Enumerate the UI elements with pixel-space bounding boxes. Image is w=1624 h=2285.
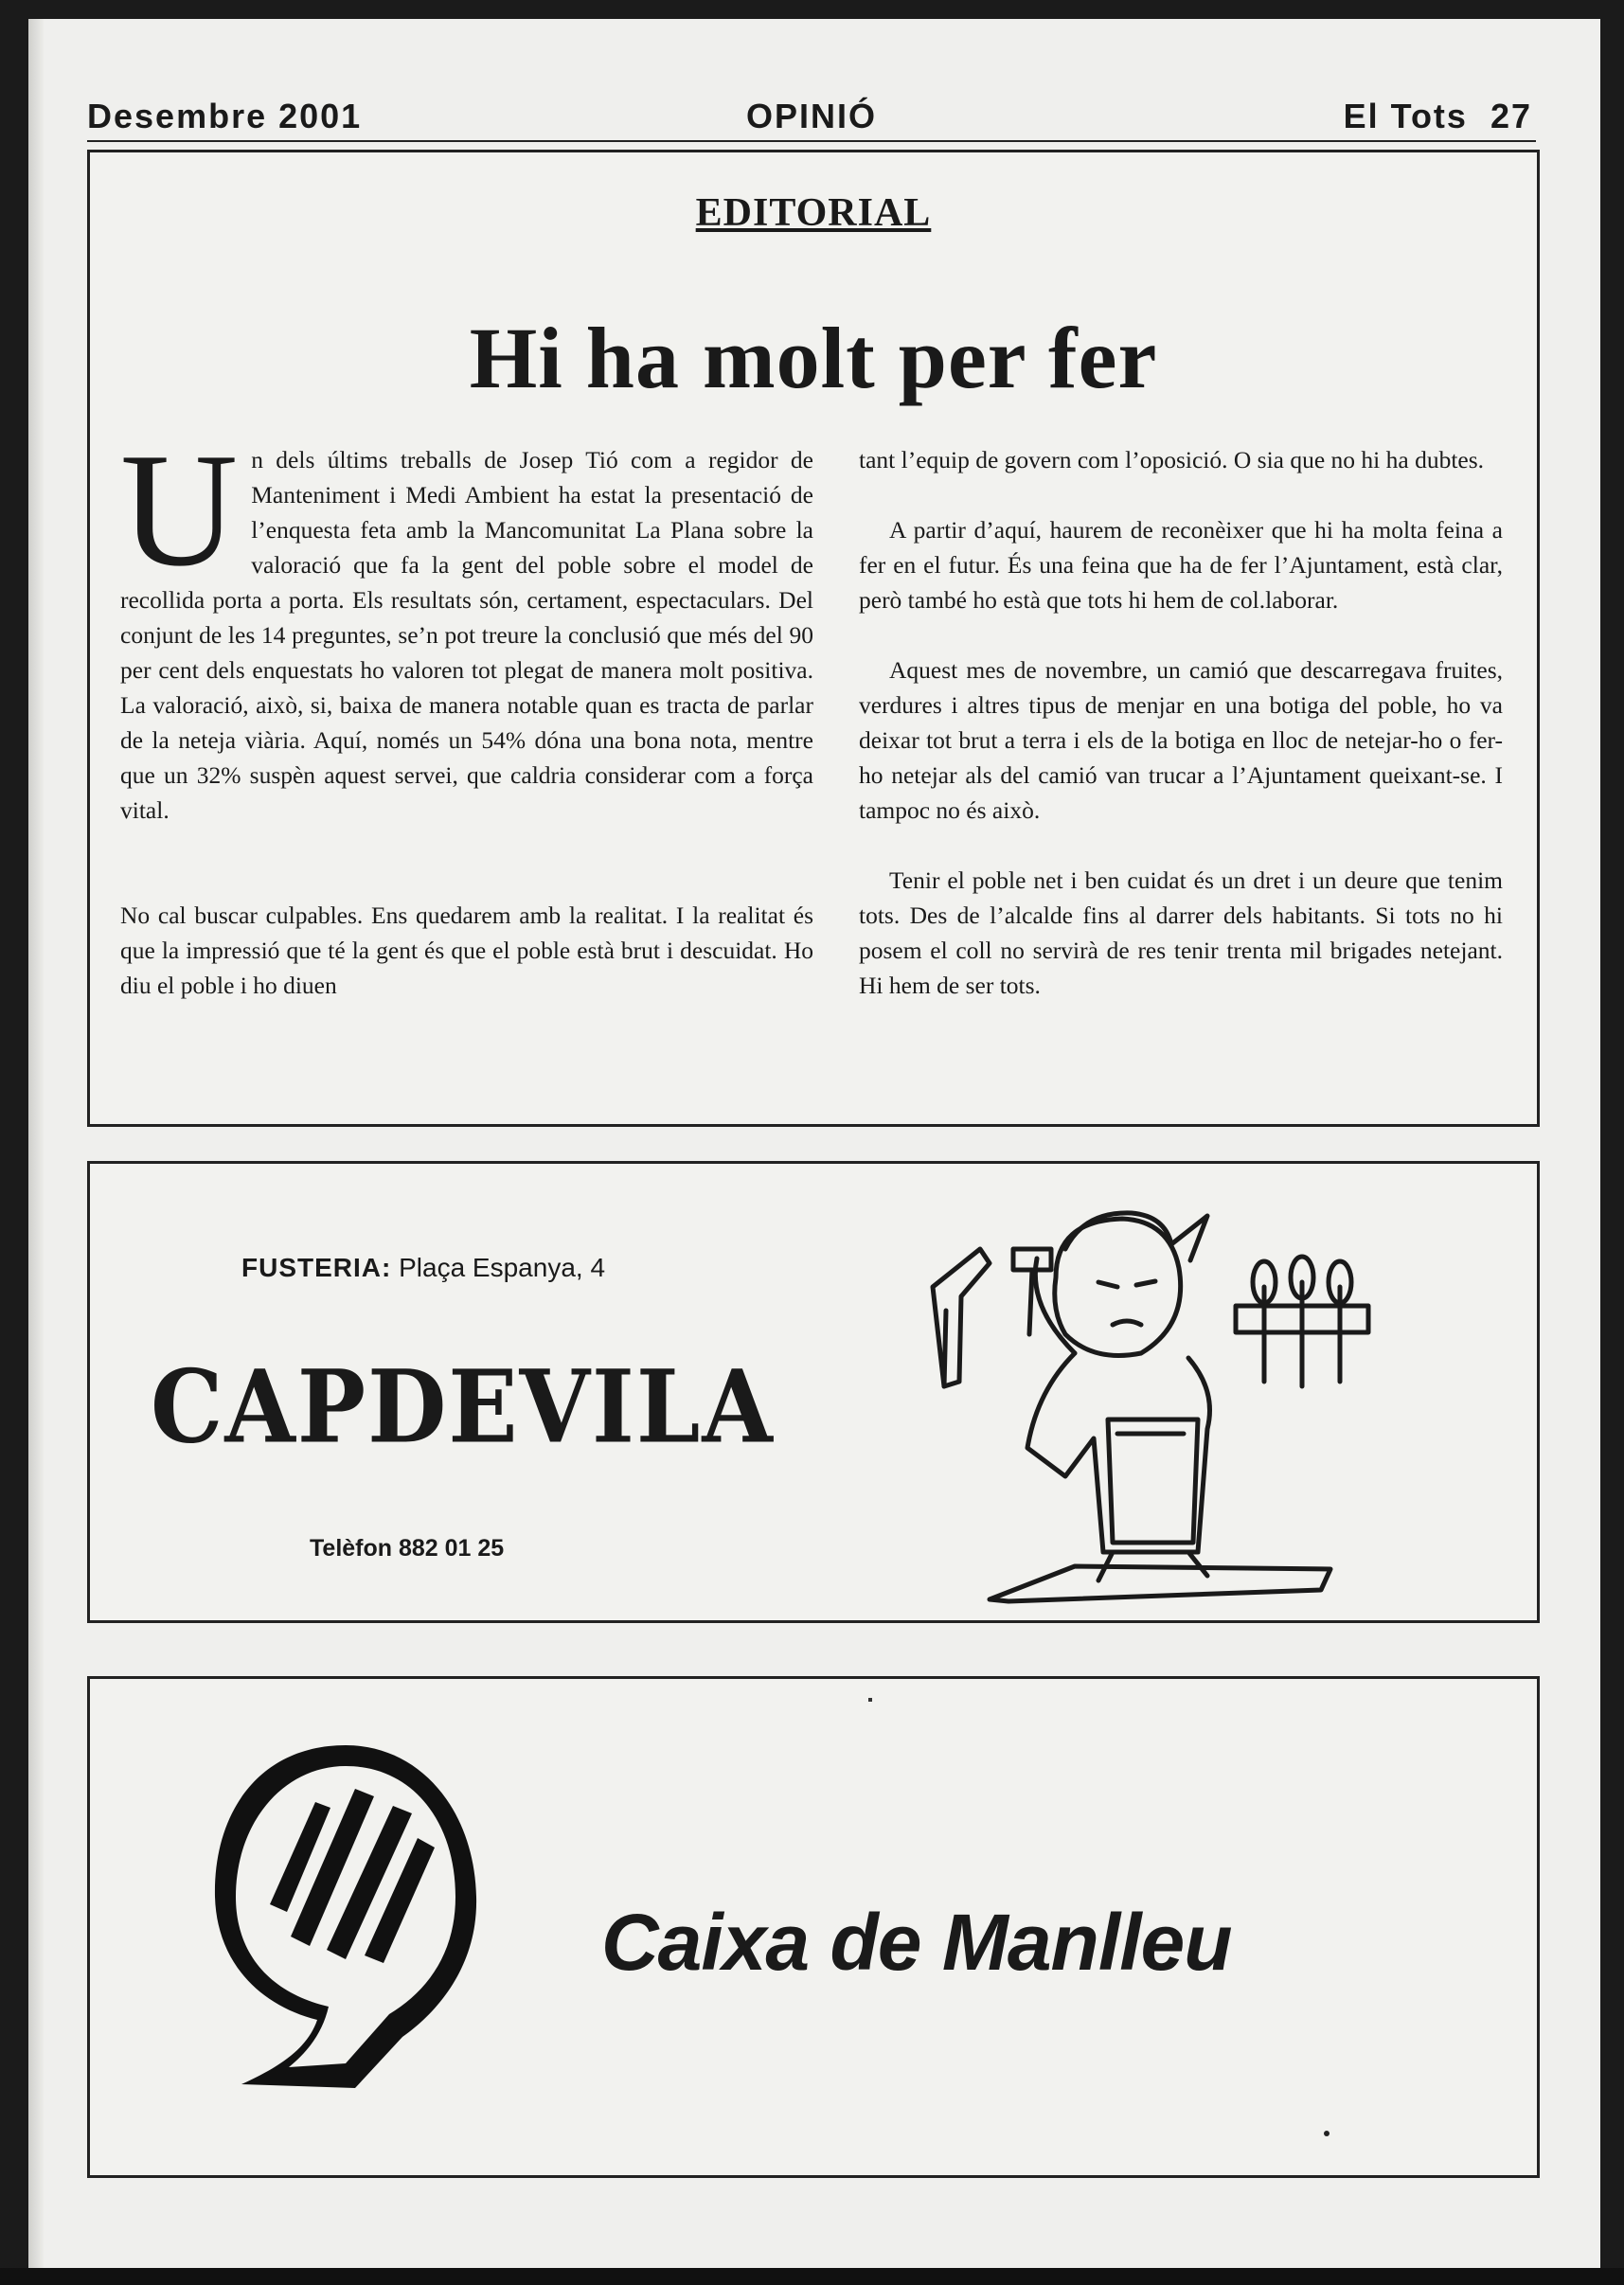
editorial-paragraph: No cal buscar culpables. Ens quedarem amb la realitat. I la realitat és que la impressió que té la gent és que el poble està brut i descuidat. Ho diu el poble i ho diuen [120,902,813,999]
end-mark [1324,2131,1330,2136]
editorial-kicker: EDITORIAL [695,191,932,235]
editorial-paragraph [120,420,813,828]
fusteria-address-line [241,1253,605,1283]
fusteria-name: CAPDEVILA [151,1348,775,1466]
editorial-column-right [859,442,1503,1038]
header-date: Desembre 2001 [87,97,363,135]
page-header [87,78,1536,142]
fusteria-ad [87,1161,1540,1623]
editorial-paragraph: tant l’equip de govern com l’oposició. O sia que no hi ha dubtes. [859,446,1485,473]
carpenter-icon [923,1192,1454,1609]
editorial-column-left [120,420,813,1038]
editorial-paragraph: A partir d’aquí, haurem de reconèixer que hi ha molta feina a fer en el futur. És una feina que ha de fer l’Ajuntament, està clar, però també ho està que tots hi hem de col.laborar. [859,516,1503,614]
editorial-text: n dels últims treballs de Josep Tió com a regidor de Manteniment i Medi Ambient ha estat la presentació de l’enquesta feta amb la Mancomunitat La Plana sobre la valoració que fa la gent del poble sobre el model de recollida porta a porta. Els resultats són, certament, espectaculars. Del conjunt de les 14 preguntes, se’n pot treure la conclusió que més del 90 per cent dels enquestats ho valoren tot plegat de manera molt positiva. La valoració, això, si, baixa de manera notable quan es tracta de parlar de la neteja viària. Aquí, només un 54% dóna una bona nota, mentre que un 32% suspèn aquest servei, que caldria considerar com a força vital. [120,446,813,824]
dropcap: U [120,420,239,600]
header-section: OPINIÓ [745,97,878,135]
fusteria-label: FUSTERIA: [241,1253,392,1282]
editorial-headline: Hi ha molt per fer [469,310,1158,406]
caixa-logo-icon [204,1736,488,2133]
fusteria-phone: Telèfon 882 01 25 [310,1535,505,1562]
editorial-box [87,150,1540,1127]
fusteria-address: Plaça Espanya, 4 [391,1253,606,1282]
caixa-name: Caixa de Manlleu [601,1898,1232,1987]
page-spine [28,19,44,2268]
editorial-paragraph: Tenir el poble net i ben cuidat és un dret i un deure que tenim tots. Des de l’alcalde fins al darrer dels habitants. Si tots no hi posem el coll no servirà de res tenir trenta mil brigades netejant. Hi hem de ser tots. [859,866,1503,999]
stray-mark [868,1698,872,1702]
caixa-ad [87,1676,1540,2178]
editorial-paragraph: Aquest mes de novembre, un camió que descarregava fruites, verdures i altres tipus de menjar en una botiga del poble, ho va deixar tot brut a terra i els de la botiga en lloc de netejar-ho o fer-ho netejar als del camió van trucar a l’Ajuntament queixant-se. I tampoc no és això. [859,656,1503,824]
header-publication: El Tots 27 [1343,97,1532,135]
scan-edge [0,2268,1624,2285]
